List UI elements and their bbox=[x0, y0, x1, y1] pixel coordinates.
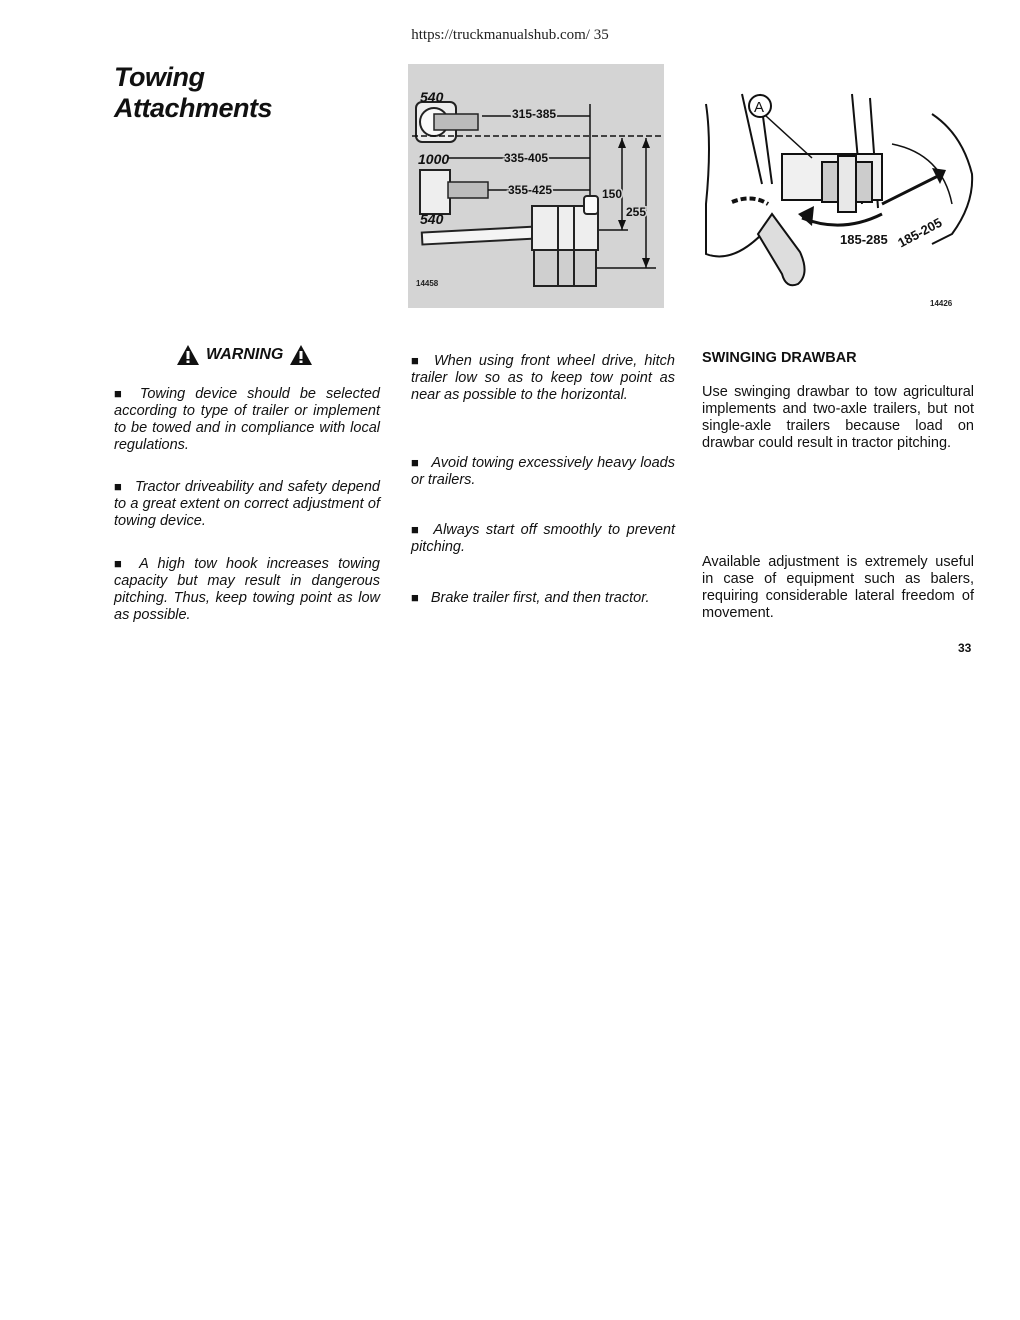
tip-text-3: ■ Always start off smoothly to prevent pitching. bbox=[411, 521, 675, 556]
warning-item-2 bbox=[114, 478, 380, 530]
dimension-315-385: 315-385 bbox=[512, 107, 557, 121]
callout-a: A bbox=[754, 99, 765, 116]
figure-number-right: 14426 bbox=[930, 299, 953, 308]
tip-item-3 bbox=[411, 521, 675, 556]
dimension-185-285: 185-285 bbox=[840, 232, 888, 247]
swinging-drawbar-heading: SWINGING DRAWBAR bbox=[702, 350, 857, 366]
header-url: https://truckmanualshub.com/ 35 bbox=[411, 27, 609, 43]
swinging-drawbar-text-2: Available adjustment is extremely useful in case of equipment such as balers, requiring considerable lateral freedom of movement. bbox=[702, 554, 974, 621]
warning-label: WARNING bbox=[206, 346, 284, 363]
warning-item-1 bbox=[114, 385, 380, 454]
pto-label-540-bottom: 540 bbox=[420, 211, 444, 227]
warning-text-2: ■ Tractor driveability and safety depend to a great extent on correct adjustment of towing device. bbox=[114, 478, 380, 530]
swinging-drawbar-illustration bbox=[702, 84, 980, 314]
dimension-335-405: 335-405 bbox=[504, 151, 549, 165]
warning-triangle-icon bbox=[289, 344, 313, 366]
dimension-255: 255 bbox=[626, 205, 647, 219]
dimension-355-425: 355-425 bbox=[508, 183, 553, 197]
warning-item-3 bbox=[114, 555, 380, 624]
page-number: 33 bbox=[958, 641, 972, 655]
drawbar-dimensions-illustration bbox=[408, 64, 664, 308]
warning-triangle-icon bbox=[176, 344, 200, 366]
figure-number-left: 14458 bbox=[416, 279, 439, 288]
tip-text-1: ■ When using front wheel drive, hitch trailer low so as to keep tow point as near as possible to the horizontal. bbox=[411, 352, 675, 404]
drawbar-dimensions-figure bbox=[408, 64, 664, 308]
dimension-150: 150 bbox=[602, 187, 623, 201]
swinging-drawbar-para-2 bbox=[702, 554, 974, 622]
warning-text-3: ■ A high tow hook increases towing capacity but may result in dangerous pitching. Thus, keep towing point as low as possible. bbox=[114, 555, 380, 624]
tip-item-4 bbox=[411, 589, 675, 607]
swinging-drawbar-para-1 bbox=[702, 384, 974, 452]
warning-heading bbox=[176, 344, 313, 366]
title-line-2: Attachments bbox=[114, 93, 273, 123]
title-line-1: Towing bbox=[114, 62, 205, 92]
pto-label-540-top: 540 bbox=[420, 89, 444, 105]
dimension-185-205: 185-205 bbox=[895, 214, 945, 251]
tip-text-2: ■ Avoid towing excessively heavy loads or trailers. bbox=[411, 454, 675, 489]
swinging-drawbar-text-1: Use swinging drawbar to tow agricultural implements and two-axle trailers, but not single-axle trailers because load on drawbar could result in tractor pitching. bbox=[702, 384, 974, 451]
page-title bbox=[114, 62, 272, 124]
tip-item-1 bbox=[411, 352, 675, 404]
swinging-drawbar-figure bbox=[702, 84, 980, 314]
warning-text-1: ■ Towing device should be selected according to type of trailer or implement to be towed and in compliance with local regulations. bbox=[114, 385, 380, 454]
pto-label-1000: 1000 bbox=[418, 151, 450, 167]
tip-item-2 bbox=[411, 454, 675, 489]
tip-text-4: ■ Brake trailer first, and then tractor. bbox=[411, 589, 675, 607]
